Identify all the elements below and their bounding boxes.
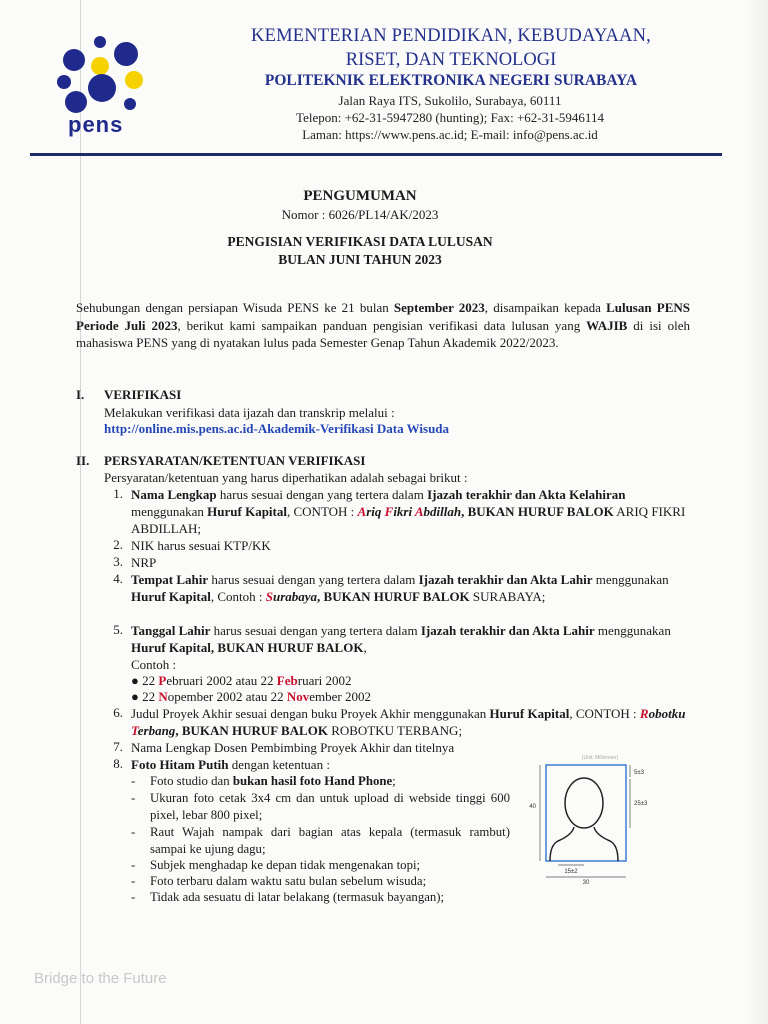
announcement-heading: PENGUMUMAN — [303, 188, 417, 204]
list-item-number: 8. — [113, 756, 123, 771]
institution-name: POLITEKNIK ELEKTRONIKA NEGERI SURABAYA — [264, 72, 638, 89]
list-item-number: 5. — [113, 622, 123, 637]
date-example-1: ● 22 Pebruari 2002 atau 22 Februari 2002 — [131, 673, 352, 688]
list-item-5-example-label: Contoh : — [131, 657, 177, 672]
document-page: pens KEMENTERIAN PENDIDIKAN, KEBUDAYAAN, RISET, DAN TEKNOLOGI POLITEKNIK ELEKTRONIKA NEGERI SURABAYA Jalan Raya ITS, Sukolilo, Surabaya, 60111 Telepon: +62-31-5947280 (hunting); Fax: +62-31-5946114 Laman: https://www.pens.ac.id; E-mail: info@pens.ac.id PENGUMUMAN Nomor : 6026/PL14/AK/2023 PENGISIAN VERIFIKASI DATA LULUSAN BULAN JUNI TAHUN 2023 Sehubungan dengan persiapan Wisuda PENS ke 21 bulan September 2023, disampaikan kepada Lulusan PENS Periode Juli 2023, berikut kami sampaikan panduan pengisian verifikasi data lulusan yang WAJIB di isi oleh mahasiswa PENS yang di nyatakan lulus pada Semester Genap Tahun Akademik 2022/2023. I. VERIFIKASI Melakukan verifikasi data ijazah dan transkrip melalui : http://online.mis.pens.ac.id-Akademik-Verifikasi Data Wisuda II. PERSYARATAN/KETENTUAN VERIFIKASI Persyaratan/ketentuan yang harus diperhatikan adalah sebagai brikut : 1. Nama Lengkap harus sesuai dengan yang tertera dalam Ijazah terakhir dan Akta Kelahiran menggunakan Huruf Kapital, CONTOH : Ariq Fikri Abdillah, BUKAN HURUF BALOK ARIQ FIKRI ABDILLAH; 2. NIK harus sesuai KTP/KK 3. NRP 4. Tempat Lahir harus sesuai dengan yang tertera dalam Ijazah terakhir dan Akta Lahir menggunakan Huruf Kapital, Contoh : Surabaya, BUKAN HURUF BALOK SURABAYA; 5. Tanggal Lahir harus sesuai dengan yang tertera dalam Ijazah terakhir dan Akta Lahir menggunakan Huruf Kapital, BUKAN HURUF BALOK, Contoh : ● 22 Pebruari 2002 atau 22 Februari 2002 ● 22 Nopember 2002 atau 22 November 2002 6. Judul Proyek Akhir sesuai dengan buku Proyek Akhir menggunakan Huruf Kapital, CONTOH : Robotku Terbang, BUKAN HURUF BALOK ROBOTKU TERBANG; 7. Nama Lengkap Dosen Pembimbing Proyek Akhir dan titelnya 8. Foto Hitam Putih dengan ketentuan : - Foto studio dan bukan hasil foto Hand Phone; - Ukuran foto cetak 3x4 cm dan untuk upload di webside tinggi 600 pixel, lebar 800 pixel; - Raut Wajah nampak dari bagian atas kepala (termasuk rambut) sampai ke ujung dagu; - Subjek menghadap ke depan tidak mengenakan topi; - Foto terbaru dalam waktu satu bulan sebelum wisuda; - Tidak ada sesuatu di latar belakang (termasuk bayangan); (Unit: Millimeter) 40 5±3 25±3 15±2 30 Bridge to the Future — [0, 0, 768, 1024]
list-item-number: 4. — [113, 571, 123, 586]
web-line: Laman: https://www.pens.ac.id; E-mail: info@pens.ac.id — [302, 127, 598, 142]
list-item-2: NIK harus sesuai KTP/KK — [131, 538, 271, 553]
list-item-1: Nama Lengkap harus sesuai dengan yang tertera dalam Ijazah terakhir dan Akta Kelahiran menggunakan Huruf Kapital, CONTOH : Ariq Fikri Abdillah, BUKAN HURUF BALOK ARIQ FIKRI ABDILLAH; — [131, 487, 686, 536]
photo-rule-5: Foto terbaru dalam waktu satu bulan sebelum wisuda; — [150, 874, 427, 888]
list-item-number: 1. — [113, 486, 123, 501]
phone-line: Telepon: +62-31-5947280 (hunting); Fax: +62-31-5946114 — [296, 110, 604, 125]
list-item-4: Tempat Lahir harus sesuai dengan yang tertera dalam Ijazah terakhir dan Akta Lahir menggunakan Huruf Kapital, Contoh : Surabaya, BUKAN HURUF BALOK SURABAYA; — [131, 572, 669, 604]
ministry-line-1: KEMENTERIAN PENDIDIKAN, KEBUDAYAAN, — [251, 26, 651, 46]
subject-line-1: PENGISIAN VERIFIKASI DATA LULUSAN — [227, 234, 493, 249]
subject-line-2: BULAN JUNI TAHUN 2023 — [278, 252, 442, 267]
list-item-number: 7. — [113, 739, 123, 754]
photo-rule-6: Tidak ada sesuatu di latar belakang (termasuk bayangan); — [150, 890, 445, 904]
intro-paragraph: Sehubungan dengan persiapan Wisuda PENS ke 21 bulan September 2023, disampaikan kepada Lulusan PENS Periode Juli 2023, berikut kami sampaikan panduan pengisian verifikasi data lulusan yang WAJIB di isi oleh mahasiswa PENS yang di nyatakan lulus pada Semester Genap Tahun Akademik 2022/2023. — [76, 300, 690, 350]
bullet-icon: ● — [131, 673, 139, 688]
dim-face-height-label: 25±3 — [634, 801, 648, 807]
section-2-number: II. — [76, 453, 90, 468]
photo-frame-outline — [546, 765, 626, 861]
diagram-unit-label: (Unit: Millimeter) — [581, 755, 619, 761]
section-2-title: PERSYARATAN/KETENTUAN VERIFIKASI — [104, 453, 366, 468]
footer-watermark: Bridge to the Future — [34, 970, 167, 987]
list-item-number: 6. — [113, 705, 123, 720]
photo-rule-3: Raut Wajah nampak dari bagian atas kepala (termasuk rambut) sampai ke ujung dagu; — [150, 825, 510, 856]
dim-width-label: 30 — [582, 880, 590, 886]
photo-size-diagram — [522, 753, 662, 888]
list-item-6: Judul Proyek Akhir sesuai dengan buku Proyek Akhir menggunakan Huruf Kapital, CONTOH : Robotku Terbang, BUKAN HURUF BALOK ROBOTKU TERBANG; — [131, 706, 686, 738]
list-item-3: NRP — [131, 555, 157, 570]
section-2-lead: Persyaratan/ketentuan yang harus diperhatikan adalah sebagai brikut : — [104, 470, 468, 485]
announcement-number: Nomor : 6026/PL14/AK/2023 — [281, 207, 439, 222]
list-item-5: Tanggal Lahir harus sesuai dengan yang tertera dalam Ijazah terakhir dan Akta Lahir menggunakan Huruf Kapital, BUKAN HURUF BALOK, — [131, 623, 671, 655]
section-1-text: Melakukan verifikasi data ijazah dan transkrip melalui : — [104, 405, 395, 420]
photo-rule-4: Subjek menghadap ke depan tidak mengenakan topi; — [150, 858, 421, 872]
shoulders-outline-icon — [550, 827, 618, 861]
logo-wordmark: pens — [68, 112, 124, 137]
dim-top-margin-label: 5±3 — [634, 770, 644, 776]
face-outline-icon — [565, 778, 603, 828]
list-item-number: 3. — [113, 554, 123, 569]
letterhead-divider — [30, 153, 722, 156]
list-item-number: 2. — [113, 537, 123, 552]
list-item-8: Foto Hitam Putih dengan ketentuan : — [131, 757, 330, 772]
bullet-icon: ● — [131, 689, 139, 704]
section-1-title: VERIFIKASI — [104, 387, 182, 402]
list-item-7: Nama Lengkap Dosen Pembimbing Proyek Akhir dan titelnya — [131, 740, 455, 755]
photo-rule-2: Ukuran foto cetak 3x4 cm dan untuk upload di webside tinggi 600 pixel, lebar 800 pixel; — [150, 791, 510, 822]
dim-face-width-label: 15±2 — [564, 869, 578, 875]
photo-rule-1: Foto studio dan bukan hasil foto Hand Phone; — [150, 774, 396, 788]
paper-edge — [744, 0, 768, 1024]
address-line: Jalan Raya ITS, Sukolilo, Surabaya, 60111 — [338, 93, 562, 108]
date-example-2: ● 22 Nopember 2002 atau 22 November 2002 — [131, 689, 372, 704]
section-1-number: I. — [76, 387, 85, 402]
verification-link[interactable]: http://online.mis.pens.ac.id-Akademik-Verifikasi Data Wisuda — [104, 421, 450, 436]
dim-height-label: 40 — [529, 804, 536, 810]
ministry-line-2: RISET, DAN TEKNOLOGI — [345, 50, 557, 70]
